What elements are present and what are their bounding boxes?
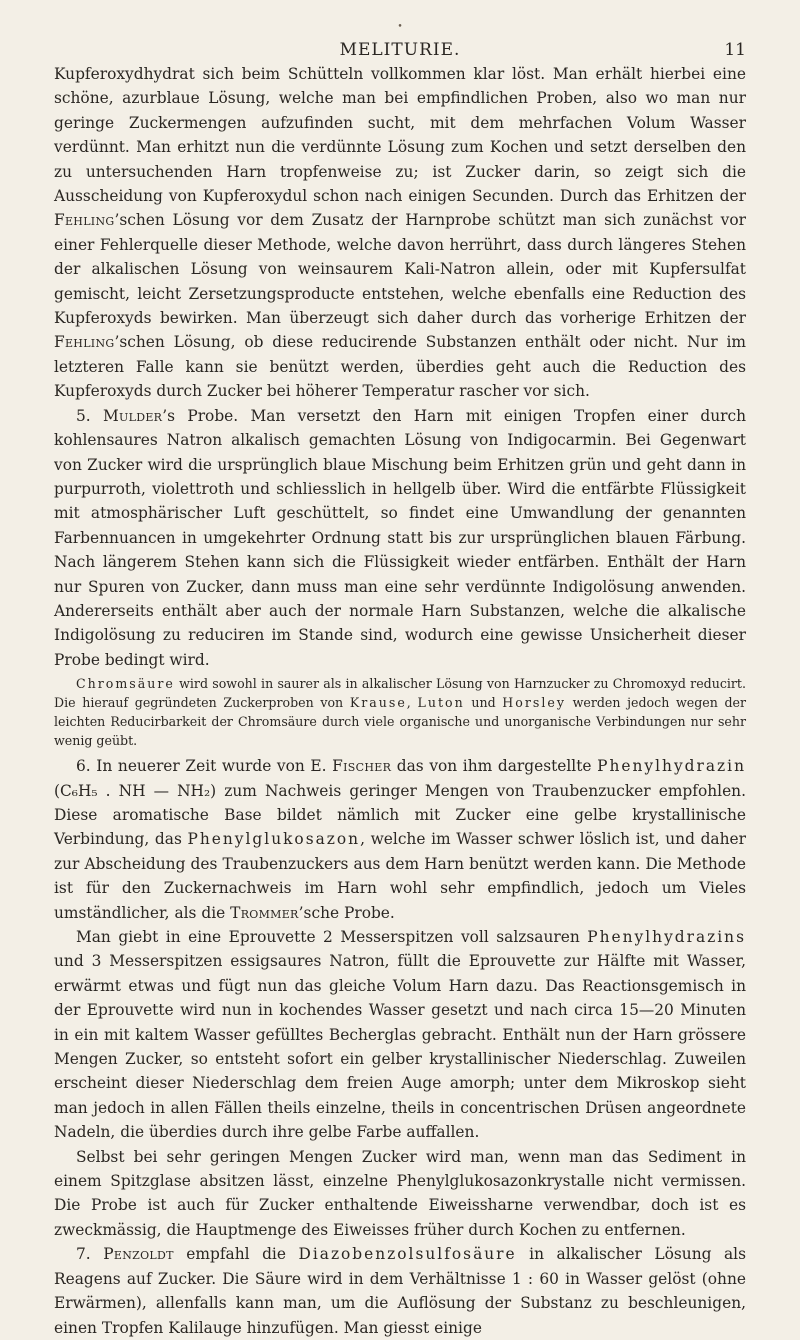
text-run: , welche im Wasser schwer löslich ist, und daher zur Abscheidung des Traubenzuckers aus dem Harn benützt werden kann. Die Methode ist für den Zuckernachweis im Harn wohl sehr empfindlich, jedoch um Vieles umständlicher, als die bbox=[54, 830, 746, 922]
text-run: (C₆H₅ . NH — NH₂) zum Nachweis geringer Mengen von Traubenzucker empfohlen. Diese aromatische Base bildet nämlich mit Zucker eine gelbe krystallinische Verbindung, das bbox=[54, 781, 746, 849]
emphasized-term: Luton bbox=[417, 695, 465, 711]
paragraph bbox=[54, 62, 746, 404]
paragraph bbox=[54, 1145, 746, 1243]
text-run: ’s Probe. Man versetzt den Harn mit einigen Tropfen einer durch kohlensaures Natron alkalisch gemachten Lösung von Indigocarmin. Bei Gegenwart von Zucker wird die ursprünglich blaue Mischung beim Erhitzen grün und geht dann in purpurroth, violettroth und schliesslich in hellgelb über. Wird die entfärbte Flüssigkeit mit atmosphärischer Luft geschüttelt, so findet eine Umwandlung der genannten Farbennuancen in umgekehrter Ordnung statt bis zur ursprünglichen blauen Färbung. Nach längerem Stehen kann sich die Flüssigkeit wieder entfärben. Enthält der Harn nur Spuren von Zucker, dann muss man eine sehr verdünnte Indigolösung anwenden. Andererseits enthält aber auch der normale Harn Substanzen, welche die alkalische Indigolösung zu reduciren im Stande sind, wodurch eine gewisse Unsicherheit dieser Probe bedingt wird. bbox=[54, 406, 747, 669]
emphasized-term: Fischer bbox=[332, 757, 392, 776]
text-run: Selbst bei sehr geringen Mengen Zucker wird man, wenn man das Sediment in einem Spitzglase absitzen lässt, einzelne Phenylglukosazonkrystalle nicht vermissen. Die Probe ist auch für Zucker enthaltende Eiweissharne verwendbar, doch ist es zweckmässig, die Hauptmenge des Eiweisses früher durch Kochen zu entfernen. bbox=[54, 1147, 746, 1239]
paragraph bbox=[54, 754, 746, 925]
header-ornament: • bbox=[397, 22, 403, 32]
paragraph bbox=[54, 404, 746, 672]
text-run: 6. In neuerer Zeit wurde von E. bbox=[76, 757, 333, 776]
running-head-title: MELITURIE. bbox=[339, 40, 461, 60]
footnote-paragraph bbox=[54, 674, 746, 750]
emphasized-term: Chromsäure bbox=[76, 676, 175, 692]
emphasized-term: Horsley bbox=[502, 695, 566, 711]
emphasized-term: Phenylglukosazon bbox=[187, 830, 361, 849]
text-run: und bbox=[464, 695, 503, 711]
text-run: und 3 Messerspitzen essigsaures Natron, füllt die Eprouvette zur Hälfte mit Wasser, erwärmt etwas und fügt nun das gleiche Volum Harn dazu. Das Reactionsgemisch in der Eprouvette wird nun in kochendes Wasser gesetzt und nach circa 15—20 Minuten in ein mit kaltem Wasser gefülltes Becherglas gebracht. Enthält nun der Harn grössere Mengen Zucker, so entsteht sofort ein gelber krystallinischer Niederschlag. Zuweilen erscheint dieser Niederschlag dem freien Auge amorph; unter dem Mikroskop sieht man jedoch in allen Fällen theils einzelne, theils in concentrischen Drüsen angeordnete Nadeln, die überdies durch ihre gelbe Farbe auffallen. bbox=[54, 952, 746, 1142]
text-run: 5. bbox=[76, 406, 103, 425]
text-run: Man giebt in eine Eprouvette 2 Messerspitzen voll salzsauren bbox=[76, 928, 588, 946]
emphasized-term: Fehling bbox=[54, 333, 115, 352]
page-number: 11 bbox=[724, 40, 746, 60]
text-run: in alkalischer Lösung als Reagens auf Zucker. Die Säure wird in dem Verhältnisse 1 : 60 in Wasser gelöst (ohne Erwärmen), allenfalls kann man, um die Auflösung der Substanz zu beschleunigen, einen Tropfen Kalilauge hinzufügen. Man giesst einige bbox=[54, 1245, 746, 1337]
text-run: , bbox=[406, 695, 418, 711]
text-run: das von ihm dargestellte bbox=[391, 757, 598, 776]
text-run: ’schen Lösung, ob diese reducirende Substanzen enthält oder nicht. Nur im letzteren Falle kann sie benützt werden, überdies geht auch die Reduction des Kupferoxyds durch Zucker bei höherer Temperatur rascher vor sich. bbox=[54, 333, 746, 401]
emphasized-term: Phenylhydrazin bbox=[597, 757, 746, 776]
paragraph bbox=[54, 925, 746, 1145]
text-run: werden jedoch wegen der leichten Reducirbarkeit der Chromsäure durch viele organische und unorganische Verbindungen nur sehr wenig geübt. bbox=[54, 695, 747, 749]
text-run: wird sowohl in saurer als in alkalischer Lösung von Harnzucker zu Chromoxyd reducirt. Die hierauf gegründeten Zuckerproben von bbox=[54, 676, 746, 711]
emphasized-term: Diazobenzolsulfosäure bbox=[298, 1245, 517, 1264]
emphasized-term: Krause bbox=[349, 695, 407, 711]
text-run: ’sche Probe. bbox=[298, 903, 395, 922]
page-header bbox=[54, 20, 746, 62]
text-run: Kupferoxydhydrat sich beim Schütteln vollkommen klar löst. Man erhält hierbei eine schöne, azurblaue Lösung, welche man bei empfindlichen Proben, also wo man nur geringe Zuckermengen aufzufinden sucht, mit dem mehrfachen Volum Wasser verdünnt. Man erhitzt nun die verdünnte Lösung zum Kochen und setzt derselben den zu untersuchenden Harn tropfenweise zu; ist Zucker darin, so zeigt sich die Ausscheidung von Kupferoxydul schon nach einigen Secunden. Durch das Erhitzen der bbox=[54, 65, 746, 206]
emphasized-term: Mulder bbox=[102, 406, 163, 425]
emphasized-term: Fehling bbox=[54, 211, 115, 230]
text-run: empfahl die bbox=[173, 1245, 299, 1264]
emphasized-term: Phenylhydrazins bbox=[587, 928, 746, 946]
emphasized-term: Trommer bbox=[230, 903, 299, 922]
body-text bbox=[54, 62, 746, 1340]
text-run: ’schen Lösung vor dem Zusatz der Harnprobe schützt man sich zunächst vor einer Fehlerquelle dieser Methode, welche davon herrührt, dass durch längeres Stehen der alkalischen Lösung von weinsaurem Kali-Natron allein, oder mit Kupfersulfat gemischt, leicht Zersetzungsproducte entstehen, welche ebenfalls eine Reduction des Kupferoxyds bewirken. Man überzeugt sich daher durch das vorherige Erhitzen der bbox=[54, 211, 746, 328]
paragraph bbox=[54, 1242, 746, 1340]
text-run: 7. bbox=[76, 1245, 104, 1264]
emphasized-term: Penzoldt bbox=[103, 1245, 174, 1264]
